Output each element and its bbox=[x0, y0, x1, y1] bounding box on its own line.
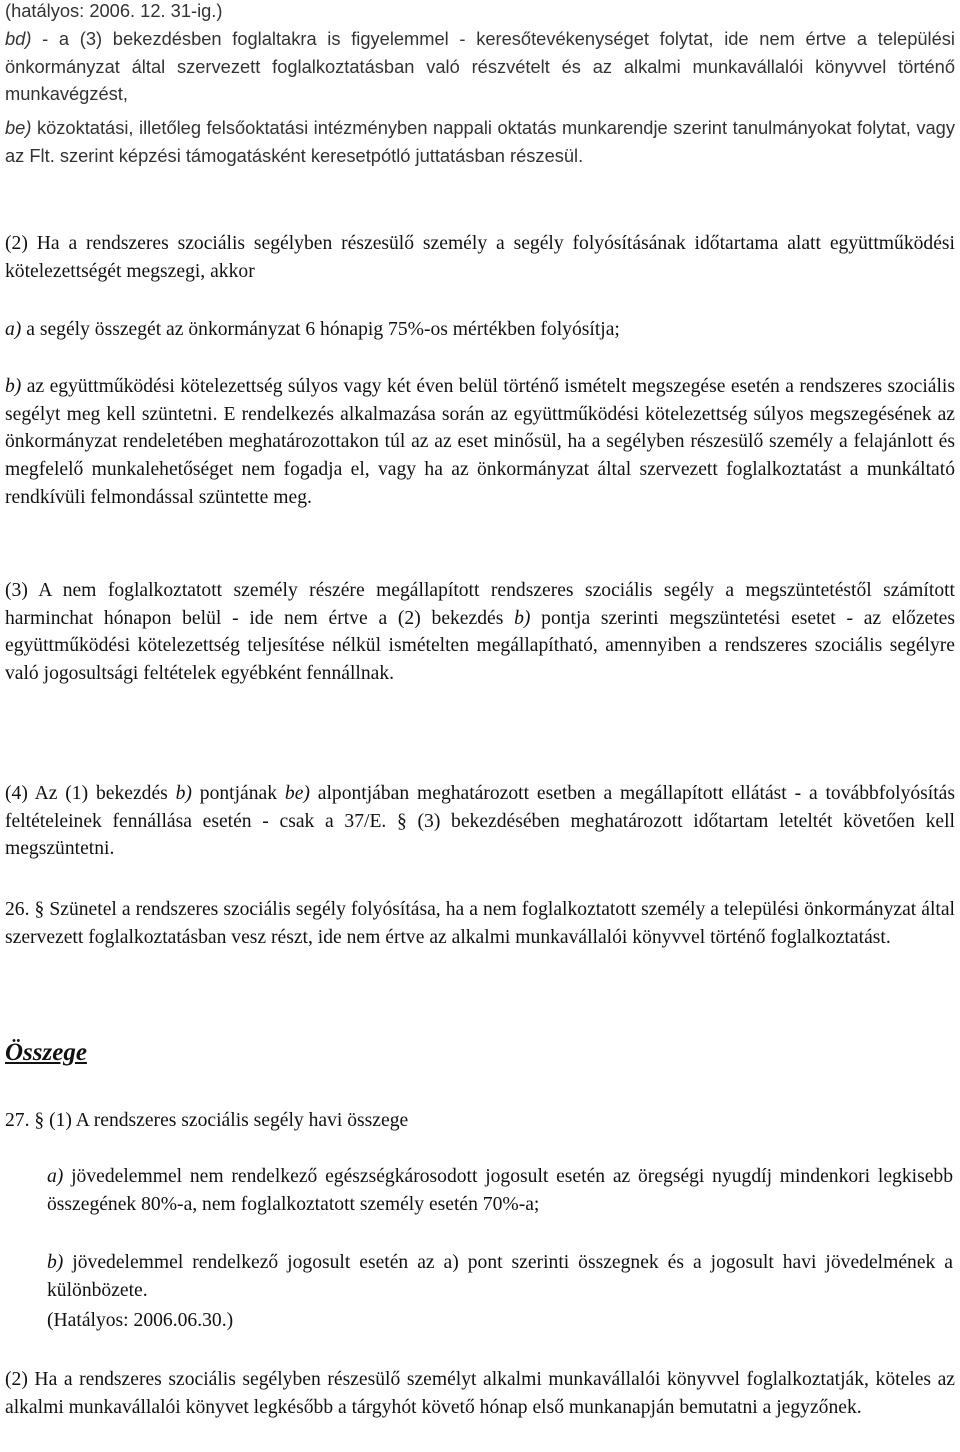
section-27-paragraph-1 bbox=[5, 1107, 955, 1135]
section-26-text: Szünetel a rendszeres szociális segély folyósítása, ha a nem foglalkoztatott személy a települési önkormányzat által szervezett foglalkoztatásban vesz részt, ide nem értve az alkalmi munkavállalói könyvvel történő foglalkoztatást. bbox=[5, 899, 955, 948]
section-27-point-a bbox=[47, 1163, 953, 1218]
section-25-point-b bbox=[5, 373, 955, 512]
point-a-label: a) bbox=[47, 1166, 64, 1187]
section-26 bbox=[5, 896, 955, 951]
section-25-paragraph-4 bbox=[5, 780, 955, 863]
paragraph-4-text-a: (4) Az (1) bekezdés bbox=[5, 783, 176, 804]
section-26-number: 26. bbox=[5, 899, 35, 920]
paragraph-4-text-c: pontjának bbox=[191, 783, 285, 804]
point-be bbox=[5, 114, 955, 169]
paragraph-4-text-e: alpontjában meghatározott esetben a megállapított ellátást - a továbbfolyósítás feltételeinek fennállása esetén - csak a 37/E. bbox=[5, 783, 955, 832]
point-be-text: közoktatási, illetőleg felsőoktatási intézményben nappali oktatás munkarendje szerint tanulmányokat folytat, vagy az Flt. szerint képzési támogatásként keresetpótló juttatásban részesül. bbox=[5, 117, 955, 166]
paragraph-3-text-c: pontja szerinti megszüntetési esetet - az előzetes együttműködési kötelezettség teljesítése nélkül ismételten megállapítható, amennyiben a rendszeres szociális segélyre való jogosultsági feltételek egyébként fennállnak. bbox=[5, 607, 955, 685]
section-sign-icon: § bbox=[34, 1110, 45, 1131]
point-be-label: be) bbox=[5, 117, 32, 138]
paragraph-2-text: (2) Ha a rendszeres szociális segélyben részesülő személy a segély folyósításának időtartama alatt együttműködési kötelezettségét megszegi, akkor bbox=[5, 233, 955, 282]
paragraph-3-text-a: (3) A nem foglalkoztatott személy részére megállapított rendszeres szociális segély a megszüntetéstől számított harminchat hónapon belül - ide nem értve a (2) bekezdés bbox=[5, 580, 955, 629]
paragraph-3-ref-b: b) bbox=[514, 607, 531, 629]
point-b-label: b) bbox=[5, 376, 22, 397]
effective-note-text: (Hatályos: 2006.06.30.) bbox=[47, 1310, 234, 1331]
section-27-point-b bbox=[47, 1249, 953, 1304]
point-bd-label: bd) bbox=[5, 28, 32, 49]
paragraph-4-text-f: (3) bekezdésében meghatározott időtartam leteltét követően kell megszüntetni. bbox=[5, 810, 955, 860]
effective-note bbox=[47, 1307, 953, 1335]
section-27-number: 27. bbox=[5, 1110, 35, 1131]
section-heading bbox=[5, 1037, 955, 1069]
section-sign-icon: § bbox=[397, 810, 407, 832]
section-25-point-a bbox=[5, 316, 955, 344]
point-b-text: jövedelemmel rendelkező jogosult esetén az a) pont szerinti összegnek és a jogosult havi jövedelmének a különbözete. bbox=[47, 1252, 953, 1301]
section-25-paragraph-3 bbox=[5, 577, 955, 688]
section-27-paragraph-2 bbox=[5, 1366, 955, 1421]
point-a-text: a segély összegét az önkormányzat 6 hónapig 75%-os mértékben folyósítja; bbox=[21, 319, 620, 340]
section-25-paragraph-2 bbox=[5, 230, 955, 285]
point-bd bbox=[5, 25, 955, 108]
section-27-p1-text: (1) A rendszeres szociális segély havi összege bbox=[44, 1110, 409, 1131]
point-a-label: a) bbox=[5, 319, 22, 340]
paragraph-4-ref-be: be) bbox=[284, 783, 310, 804]
section-sign-icon: § bbox=[34, 899, 45, 920]
paragraph-4-ref-b: b) bbox=[175, 783, 192, 804]
point-b-label: b) bbox=[47, 1252, 64, 1273]
point-b-text: az együttműködési kötelezettség súlyos vagy két éven belül történő ismételt megszegése esetén a rendszeres szociális segélyt meg kell szüntetni. E rendelkezés alkalmazása során az együttműködési kötelezettség súlyos megszegésének az önkormányzat rendeletében meghatározottakon túl az az eset minősül, ha a segélyben részesülő személy a felajánlott és megfelelő munkalehetőséget nem fogadja el, vagy ha az önkormányzat által szervezett foglalkoztatást a munkáltató rendkívüli felmondással szüntette meg. bbox=[5, 376, 955, 508]
point-bd-text: - a (3) bekezdésben foglaltakra is figyelemmel - keresőtevékenységet folytat, ide nem értve a települési önkormányzat által szervezett foglalkoztatásban való részvételt és az alkalmi munkavállalói könyvvel történő munkavégzést, bbox=[5, 28, 955, 105]
effective-note-top bbox=[5, 0, 955, 25]
effective-note-text: (hatályos: 2006. 12. 31-ig.) bbox=[5, 0, 223, 21]
heading-text: Összege bbox=[5, 1039, 87, 1066]
point-a-text: jövedelemmel nem rendelkező egészségkárosodott jogosult esetén az öregségi nyugdíj mindenkori legkisebb összegének 80%-a, nem foglalkoztatott személy esetén 70%-a; bbox=[47, 1166, 953, 1215]
paragraph-2-text: (2) Ha a rendszeres szociális segélyben részesülő személyt alkalmi munkavállalói könyvvel foglalkoztatják, köteles az alkalmi munkavállalói könyvet legkésőbb a tárgyhót követő hónap első munkanapján bemutatni a jegyzőnek. bbox=[5, 1369, 955, 1418]
